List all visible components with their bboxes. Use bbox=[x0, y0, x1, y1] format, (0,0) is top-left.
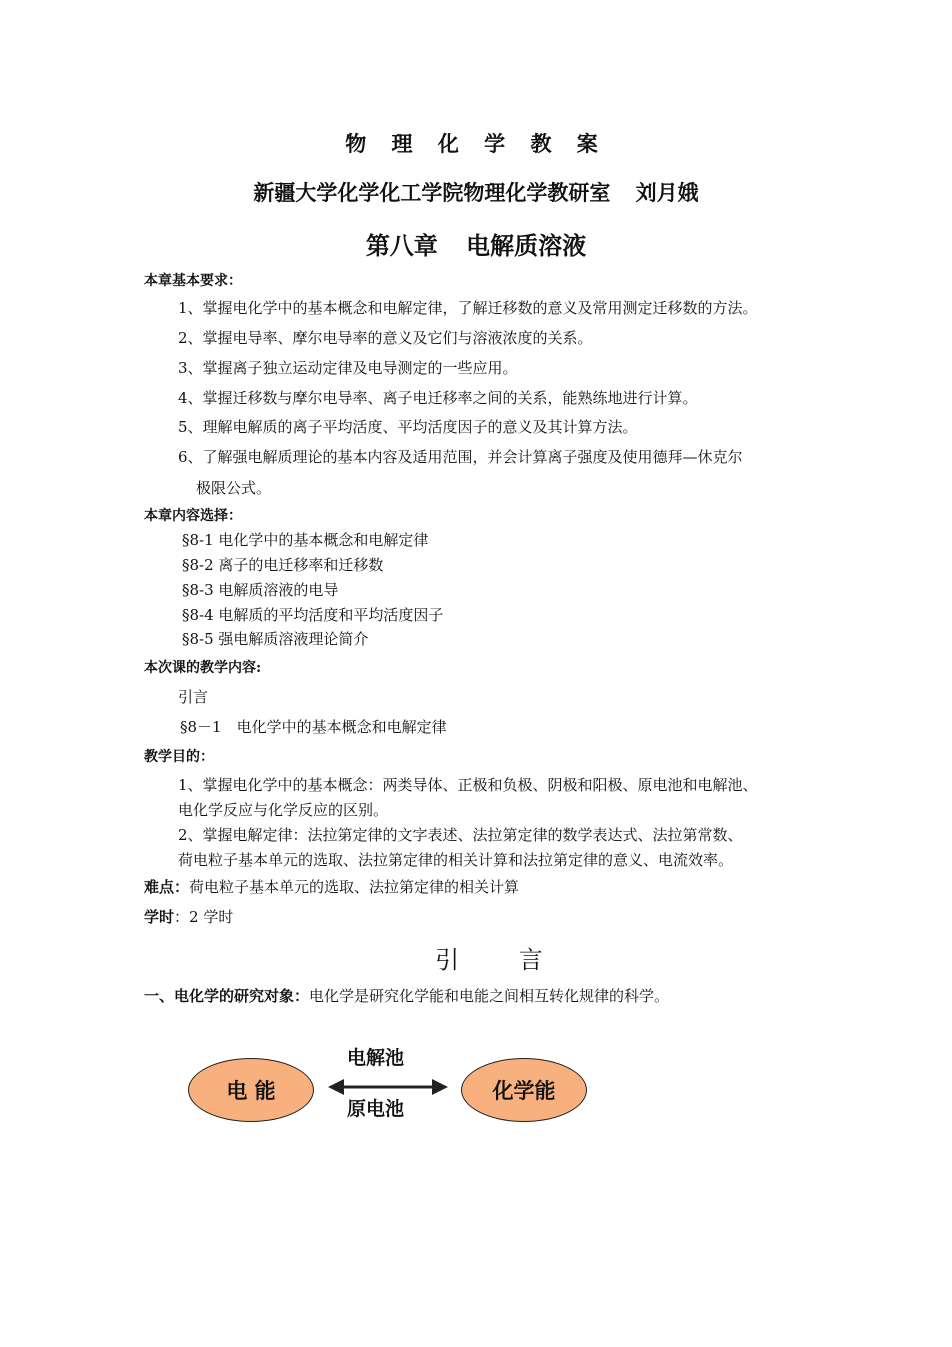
objective-line: 电化学反应与化学反应的区别。 bbox=[178, 801, 389, 819]
galvanic-cell-label: 原电池 bbox=[347, 1098, 405, 1120]
requirement-item: 1、掌握电化学中的基本概念和电解定律，了解迁移数的意义及常用测定迁移数的方法。 bbox=[178, 299, 758, 317]
section-list-item: §8-5 强电解质溶液理论简介 bbox=[182, 630, 369, 648]
difficulty-label: 难点： bbox=[144, 878, 190, 896]
objective-line: 2、掌握电解定律：法拉第定律的文字表述、法拉第定律的数学表达式、法拉第常数、 bbox=[178, 826, 743, 844]
intro-point-label: 一、电化学的研究对象： bbox=[144, 987, 310, 1005]
document-subtitle: 新疆大学化学化工学院物理化学教研室 刘月娥 bbox=[253, 180, 699, 205]
section-list-item: §8-1 电化学中的基本概念和电解定律 bbox=[182, 531, 429, 549]
hours-line bbox=[144, 906, 233, 927]
chapter-title: 第八章 电解质溶液 bbox=[365, 231, 587, 260]
section-list-item: §8-4 电解质的平均活度和平均活度因子 bbox=[182, 606, 444, 624]
electric-energy-node bbox=[188, 1058, 314, 1122]
electric-energy-label: 电 能 bbox=[226, 1079, 276, 1103]
objectives-heading: 教学目的： bbox=[144, 749, 214, 765]
section-list-item: §8-3 电解质溶液的电导 bbox=[182, 581, 339, 599]
requirement-item: 5、理解电解质的离子平均活度、平均活度因子的意义及其计算方法。 bbox=[178, 418, 638, 436]
lesson-content-item: 引言 bbox=[178, 688, 209, 706]
lesson-content-heading: 本次课的教学内容: bbox=[144, 660, 262, 676]
requirements-heading: 本章基本要求： bbox=[144, 273, 242, 289]
difficulty-line bbox=[144, 876, 519, 897]
requirement-item: 3、掌握离子独立运动定律及电导测定的一些应用。 bbox=[178, 359, 518, 377]
objective-line: 1、掌握电化学中的基本概念：两类导体、正极和负极、阴极和阳极、原电池和电解池、 bbox=[178, 776, 758, 794]
section-list-item: §8-2 离子的电迁移率和迁移数 bbox=[182, 556, 384, 574]
intro-point bbox=[144, 985, 669, 1006]
chemical-energy-label: 化学能 bbox=[492, 1079, 556, 1103]
document-title: 物 理 化 学 教 案 bbox=[345, 131, 607, 156]
intro-point-text: 电化学是研究化学能和电能之间相互转化规律的科学。 bbox=[309, 987, 670, 1005]
lesson-content-item: §8－1 电化学中的基本概念和电解定律 bbox=[180, 718, 447, 736]
difficulty-text: 荷电粒子基本单元的选取、法拉第定律的相关计算 bbox=[189, 878, 520, 896]
hours-text: ：2 学时 bbox=[174, 908, 234, 926]
requirement-item: 2、掌握电导率、摩尔电导率的意义及它们与溶液浓度的关系。 bbox=[178, 329, 593, 347]
electrolytic-cell-label: 电解池 bbox=[347, 1047, 405, 1069]
hours-label: 学时 bbox=[144, 908, 175, 926]
requirement-item: 6、了解强电解质理论的基本内容及适用范围，并会计算离子强度及使用德拜—休克尔 bbox=[178, 448, 743, 466]
requirement-item: 4、掌握迁移数与摩尔电导率、离子电迁移率之间的关系，能熟练地进行计算。 bbox=[178, 389, 698, 407]
content-selection-heading: 本章内容选择： bbox=[144, 508, 242, 524]
chemical-energy-node bbox=[461, 1058, 587, 1122]
objective-line: 荷电粒子基本单元的选取、法拉第定律的相关计算和法拉第定律的意义、电流效率。 bbox=[178, 851, 734, 869]
requirement-item-continuation: 极限公式。 bbox=[196, 479, 272, 497]
intro-heading: 引 言 bbox=[435, 946, 569, 974]
